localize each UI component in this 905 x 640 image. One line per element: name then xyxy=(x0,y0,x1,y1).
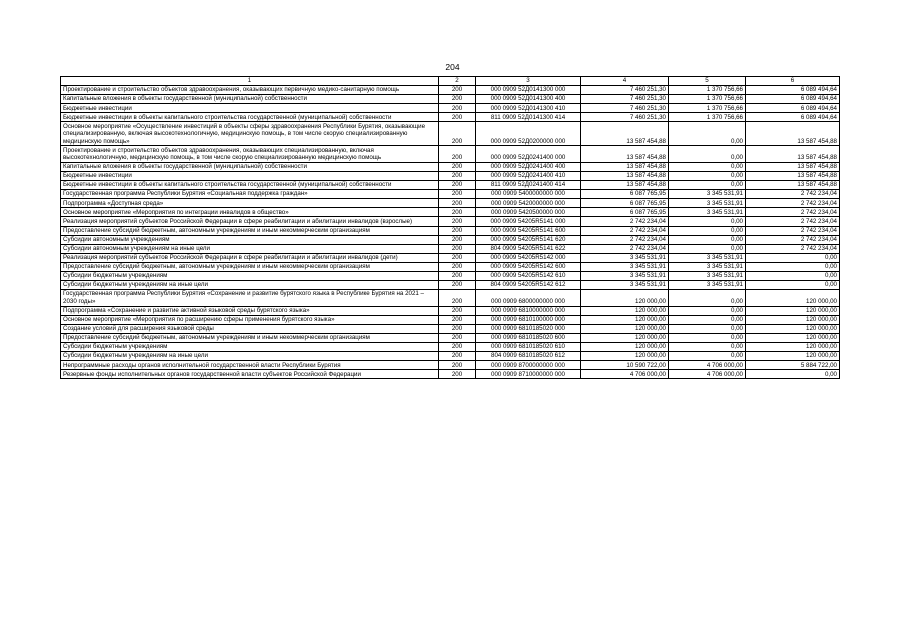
table-row xyxy=(61,199,840,208)
budget-classification-cell: 000 0909 5420500000 000 xyxy=(476,208,581,217)
row-name-cell: Предоставление субсидий бюджетным, автономным учреждениям и иным некоммерческим организациям xyxy=(61,226,439,235)
row-code-cell: 200 xyxy=(439,235,476,244)
budget-classification-cell: 000 0909 54205R5142 000 xyxy=(476,253,581,262)
federal-amount-cell: 0,00 xyxy=(669,171,746,180)
federal-amount-cell: 3 345 531,91 xyxy=(669,208,746,217)
table-row xyxy=(61,262,840,271)
federal-amount-cell: 0,00 xyxy=(669,162,746,171)
row-name-cell: Субсидии бюджетным учреждениям на иные цели xyxy=(61,352,439,361)
table-row xyxy=(61,104,840,113)
table-row xyxy=(61,290,840,307)
budget-classification-cell: 000 0909 52Д0241400 400 xyxy=(476,162,581,171)
republic-amount-cell: 13 587 454,88 xyxy=(746,146,840,163)
row-code-cell: 200 xyxy=(439,253,476,262)
row-name-cell: Бюджетные инвестиции в объекты капитального строительства государственной (муниципальной) собственности xyxy=(61,113,439,122)
budget-classification-cell: 000 0909 6810000000 000 xyxy=(476,306,581,315)
total-amount-cell: 7 460 251,30 xyxy=(581,113,669,122)
total-amount-cell: 3 345 531,91 xyxy=(581,281,669,290)
table-row xyxy=(61,95,840,104)
federal-amount-cell: 0,00 xyxy=(669,290,746,307)
column-header: 6 xyxy=(746,77,840,86)
republic-amount-cell: 2 742 234,04 xyxy=(746,235,840,244)
row-code-cell: 200 xyxy=(439,352,476,361)
row-name-cell: Проектирование и строительство объектов здравоохранения, оказывающих специализированную, включая высокотехнологичную, медицинскую помощь, в том числе скорую специализированную медицинскую помощь xyxy=(61,146,439,163)
budget-classification-cell: 000 0909 8700000000 000 xyxy=(476,361,581,370)
row-name-cell: Основное мероприятие «Осуществление инвестиций в объекты сферы здравоохранения Республики Бурятия, оказывающие специализированную, включая высокотехнологичную, медицинскую помощь, в том числе скорую специализированную медицинскую помощь» xyxy=(61,122,439,146)
total-amount-cell: 3 345 531,91 xyxy=(581,262,669,271)
republic-amount-cell: 0,00 xyxy=(746,370,840,379)
republic-amount-cell: 13 587 454,88 xyxy=(746,122,840,146)
row-name-cell: Бюджетные инвестиции xyxy=(61,171,439,180)
row-code-cell: 200 xyxy=(439,370,476,379)
table-row xyxy=(61,113,840,122)
row-name-cell: Предоставление субсидий бюджетным, автономным учреждениям и иным некоммерческим организациям xyxy=(61,333,439,342)
republic-amount-cell: 2 742 234,04 xyxy=(746,208,840,217)
federal-amount-cell: 1 370 756,66 xyxy=(669,104,746,113)
republic-amount-cell: 120 000,00 xyxy=(746,290,840,307)
federal-amount-cell: 1 370 756,66 xyxy=(669,86,746,95)
republic-amount-cell: 2 742 234,04 xyxy=(746,190,840,199)
republic-amount-cell: 2 742 234,04 xyxy=(746,244,840,253)
row-code-cell: 200 xyxy=(439,333,476,342)
federal-amount-cell: 1 370 756,66 xyxy=(669,113,746,122)
budget-classification-cell: 000 0909 52Д0200000 000 xyxy=(476,122,581,146)
table-row xyxy=(61,181,840,190)
total-amount-cell: 13 587 454,88 xyxy=(581,181,669,190)
row-name-cell: Субсидии бюджетным учреждениям xyxy=(61,272,439,281)
republic-amount-cell: 0,00 xyxy=(746,253,840,262)
column-header: 2 xyxy=(439,77,476,86)
row-name-cell: Бюджетные инвестиции xyxy=(61,104,439,113)
federal-amount-cell: 4 706 000,00 xyxy=(669,370,746,379)
budget-classification-cell: 000 0909 54205R5141 600 xyxy=(476,226,581,235)
row-code-cell: 200 xyxy=(439,244,476,253)
row-code-cell: 200 xyxy=(439,315,476,324)
row-name-cell: Основное мероприятие «Мероприятия по расширению сферы применения бурятского языка» xyxy=(61,315,439,324)
republic-amount-cell: 13 587 454,88 xyxy=(746,171,840,180)
row-name-cell: Субсидии автономным учреждениям на иные цели xyxy=(61,244,439,253)
republic-amount-cell: 5 884 722,00 xyxy=(746,361,840,370)
budget-table xyxy=(60,76,840,379)
republic-amount-cell: 2 742 234,04 xyxy=(746,199,840,208)
budget-classification-cell: 000 0909 52Д0141300 410 xyxy=(476,104,581,113)
republic-amount-cell: 120 000,00 xyxy=(746,324,840,333)
total-amount-cell: 4 706 000,00 xyxy=(581,370,669,379)
row-code-cell: 200 xyxy=(439,226,476,235)
budget-classification-cell: 000 0909 54205R5142 610 xyxy=(476,272,581,281)
budget-classification-cell: 000 0909 52Д0241400 000 xyxy=(476,146,581,163)
republic-amount-cell: 0,00 xyxy=(746,281,840,290)
total-amount-cell: 120 000,00 xyxy=(581,306,669,315)
total-amount-cell: 120 000,00 xyxy=(581,315,669,324)
budget-classification-cell: 811 0909 52Д0141300 414 xyxy=(476,113,581,122)
republic-amount-cell: 2 742 234,04 xyxy=(746,226,840,235)
federal-amount-cell: 3 345 531,91 xyxy=(669,281,746,290)
federal-amount-cell: 3 345 531,91 xyxy=(669,272,746,281)
federal-amount-cell: 3 345 531,91 xyxy=(669,262,746,271)
row-code-cell: 200 xyxy=(439,171,476,180)
federal-amount-cell: 0,00 xyxy=(669,181,746,190)
republic-amount-cell: 6 089 494,64 xyxy=(746,95,840,104)
total-amount-cell: 13 587 454,88 xyxy=(581,146,669,163)
table-row xyxy=(61,146,840,163)
total-amount-cell: 120 000,00 xyxy=(581,324,669,333)
table-row xyxy=(61,370,840,379)
row-name-cell: Создание условий для расширения языковой среды xyxy=(61,324,439,333)
row-name-cell: Субсидии бюджетным учреждениям на иные цели xyxy=(61,281,439,290)
federal-amount-cell: 0,00 xyxy=(669,333,746,342)
table-row xyxy=(61,162,840,171)
row-code-cell: 200 xyxy=(439,208,476,217)
total-amount-cell: 3 345 531,91 xyxy=(581,272,669,281)
budget-classification-cell: 000 0909 8710000000 000 xyxy=(476,370,581,379)
republic-amount-cell: 13 587 454,88 xyxy=(746,162,840,171)
row-code-cell: 200 xyxy=(439,181,476,190)
federal-amount-cell: 3 345 531,91 xyxy=(669,253,746,262)
row-code-cell: 200 xyxy=(439,190,476,199)
total-amount-cell: 13 587 454,88 xyxy=(581,171,669,180)
budget-classification-cell: 000 0909 54205R5141 000 xyxy=(476,217,581,226)
table-row xyxy=(61,272,840,281)
total-amount-cell: 2 742 234,04 xyxy=(581,235,669,244)
row-code-cell: 200 xyxy=(439,199,476,208)
row-code-cell: 200 xyxy=(439,306,476,315)
row-code-cell: 200 xyxy=(439,104,476,113)
table-row xyxy=(61,235,840,244)
republic-amount-cell: 6 089 494,64 xyxy=(746,113,840,122)
table-row xyxy=(61,244,840,253)
federal-amount-cell: 0,00 xyxy=(669,226,746,235)
total-amount-cell: 120 000,00 xyxy=(581,352,669,361)
row-code-cell: 200 xyxy=(439,272,476,281)
budget-classification-cell: 000 0909 6810185020 600 xyxy=(476,333,581,342)
table-row xyxy=(61,333,840,342)
budget-classification-cell: 000 0909 52Д0241400 410 xyxy=(476,171,581,180)
row-code-cell: 200 xyxy=(439,146,476,163)
table-row xyxy=(61,226,840,235)
total-amount-cell: 7 460 251,30 xyxy=(581,86,669,95)
republic-amount-cell: 120 000,00 xyxy=(746,306,840,315)
federal-amount-cell: 1 370 756,66 xyxy=(669,95,746,104)
total-amount-cell: 2 742 234,04 xyxy=(581,217,669,226)
row-name-cell: Проектирование и строительство объектов здравоохранения, оказывающих первичную медико-санитарную помощь xyxy=(61,86,439,95)
table-row xyxy=(61,281,840,290)
row-code-cell: 200 xyxy=(439,217,476,226)
table-row xyxy=(61,306,840,315)
row-name-cell: Субсидии автономным учреждениям xyxy=(61,235,439,244)
row-code-cell: 200 xyxy=(439,122,476,146)
table-row xyxy=(61,190,840,199)
row-name-cell: Бюджетные инвестиции в объекты капитального строительства государственной (муниципальной) собственности xyxy=(61,181,439,190)
total-amount-cell: 13 587 454,88 xyxy=(581,122,669,146)
federal-amount-cell: 0,00 xyxy=(669,306,746,315)
row-code-cell: 200 xyxy=(439,281,476,290)
total-amount-cell: 2 742 234,04 xyxy=(581,226,669,235)
total-amount-cell: 120 000,00 xyxy=(581,333,669,342)
row-name-cell: Реализация мероприятий субъектов Российской Федерации в сфере реабилитации и абилитации инвалидов (дети) xyxy=(61,253,439,262)
row-code-cell: 200 xyxy=(439,86,476,95)
federal-amount-cell: 4 706 000,00 xyxy=(669,361,746,370)
row-code-cell: 200 xyxy=(439,162,476,171)
row-name-cell: Капитальные вложения в объекты государственной (муниципальной) собственности xyxy=(61,95,439,104)
row-name-cell: Непрограммные расходы органов исполнительной государственной власти Республики Бурятия xyxy=(61,361,439,370)
table-row xyxy=(61,171,840,180)
federal-amount-cell: 0,00 xyxy=(669,235,746,244)
budget-classification-cell: 811 0909 52Д0241400 414 xyxy=(476,181,581,190)
budget-classification-cell: 804 0909 54205R5141 622 xyxy=(476,244,581,253)
federal-amount-cell: 3 345 531,91 xyxy=(669,190,746,199)
federal-amount-cell: 0,00 xyxy=(669,343,746,352)
federal-amount-cell: 0,00 xyxy=(669,352,746,361)
total-amount-cell: 7 460 251,30 xyxy=(581,95,669,104)
row-name-cell: Подпрограмма «Доступная среда» xyxy=(61,199,439,208)
total-amount-cell: 13 587 454,88 xyxy=(581,162,669,171)
row-name-cell: Капитальные вложения в объекты государственной (муниципальной) собственности xyxy=(61,162,439,171)
column-header: 1 xyxy=(61,77,439,86)
column-header: 4 xyxy=(581,77,669,86)
row-code-cell: 200 xyxy=(439,290,476,307)
row-name-cell: Государственная программа Республики Бурятия «Социальная поддержка граждан» xyxy=(61,190,439,199)
budget-classification-cell: 000 0909 6800000000 000 xyxy=(476,290,581,307)
table-row xyxy=(61,208,840,217)
column-header: 5 xyxy=(669,77,746,86)
republic-amount-cell: 6 089 494,64 xyxy=(746,104,840,113)
row-code-cell: 200 xyxy=(439,113,476,122)
total-amount-cell: 6 087 765,95 xyxy=(581,190,669,199)
budget-classification-cell: 000 0909 52Д0141300 000 xyxy=(476,86,581,95)
budget-classification-cell: 000 0909 54205R5142 600 xyxy=(476,262,581,271)
total-amount-cell: 120 000,00 xyxy=(581,343,669,352)
republic-amount-cell: 120 000,00 xyxy=(746,352,840,361)
table-row xyxy=(61,217,840,226)
budget-classification-cell: 000 0909 6810100000 000 xyxy=(476,315,581,324)
federal-amount-cell: 3 345 531,91 xyxy=(669,199,746,208)
republic-amount-cell: 6 089 494,64 xyxy=(746,86,840,95)
budget-classification-cell: 000 0909 6810185020 610 xyxy=(476,343,581,352)
row-code-cell: 200 xyxy=(439,361,476,370)
table-row xyxy=(61,352,840,361)
federal-amount-cell: 0,00 xyxy=(669,315,746,324)
table-row xyxy=(61,361,840,370)
federal-amount-cell: 0,00 xyxy=(669,324,746,333)
table-row xyxy=(61,315,840,324)
row-name-cell: Основное мероприятие «Мероприятия по интеграции инвалидов в общество» xyxy=(61,208,439,217)
budget-classification-cell: 000 0909 5420000000 000 xyxy=(476,199,581,208)
table-row xyxy=(61,343,840,352)
budget-classification-cell: 000 0909 6810185020 000 xyxy=(476,324,581,333)
row-name-cell: Резервные фонды исполнительных органов государственной власти субъектов Российской Федерации xyxy=(61,370,439,379)
table-row xyxy=(61,86,840,95)
republic-amount-cell: 120 000,00 xyxy=(746,333,840,342)
budget-classification-cell: 804 0909 54205R5142 612 xyxy=(476,281,581,290)
republic-amount-cell: 120 000,00 xyxy=(746,343,840,352)
total-amount-cell: 3 345 531,91 xyxy=(581,253,669,262)
table-row xyxy=(61,122,840,146)
budget-classification-cell: 000 0909 52Д0141300 400 xyxy=(476,95,581,104)
total-amount-cell: 6 087 765,95 xyxy=(581,199,669,208)
total-amount-cell: 10 590 722,00 xyxy=(581,361,669,370)
table-row xyxy=(61,253,840,262)
federal-amount-cell: 0,00 xyxy=(669,122,746,146)
row-code-cell: 200 xyxy=(439,262,476,271)
republic-amount-cell: 0,00 xyxy=(746,262,840,271)
row-code-cell: 200 xyxy=(439,95,476,104)
republic-amount-cell: 13 587 454,88 xyxy=(746,181,840,190)
table-row xyxy=(61,324,840,333)
republic-amount-cell: 0,00 xyxy=(746,272,840,281)
federal-amount-cell: 0,00 xyxy=(669,244,746,253)
federal-amount-cell: 0,00 xyxy=(669,146,746,163)
row-name-cell: Подпрограмма «Сохранение и развитие активной языковой среды бурятского языка» xyxy=(61,306,439,315)
row-code-cell: 200 xyxy=(439,324,476,333)
total-amount-cell: 7 460 251,30 xyxy=(581,104,669,113)
budget-classification-cell: 000 0909 5400000000 000 xyxy=(476,190,581,199)
page-number: 204 xyxy=(445,62,460,72)
table-header-row xyxy=(61,77,840,86)
row-code-cell: 200 xyxy=(439,343,476,352)
total-amount-cell: 2 742 234,04 xyxy=(581,244,669,253)
row-name-cell: Субсидии бюджетным учреждениям xyxy=(61,343,439,352)
budget-classification-cell: 804 0909 6810185020 612 xyxy=(476,352,581,361)
row-name-cell: Предоставление субсидий бюджетным, автономным учреждениям и иным некоммерческим организациям xyxy=(61,262,439,271)
column-header: 3 xyxy=(476,77,581,86)
total-amount-cell: 6 087 765,95 xyxy=(581,208,669,217)
federal-amount-cell: 0,00 xyxy=(669,217,746,226)
republic-amount-cell: 120 000,00 xyxy=(746,315,840,324)
row-name-cell: Государственная программа Республики Бурятия «Сохранение и развитие бурятского языка в Республике Бурятия на 2021 – 2030 годы» xyxy=(61,290,439,307)
budget-classification-cell: 000 0909 54205R5141 620 xyxy=(476,235,581,244)
total-amount-cell: 120 000,00 xyxy=(581,290,669,307)
row-name-cell: Реализация мероприятий субъектов Российской Федерации в сфере реабилитации и абилитации инвалидов (взрослые) xyxy=(61,217,439,226)
republic-amount-cell: 2 742 234,04 xyxy=(746,217,840,226)
